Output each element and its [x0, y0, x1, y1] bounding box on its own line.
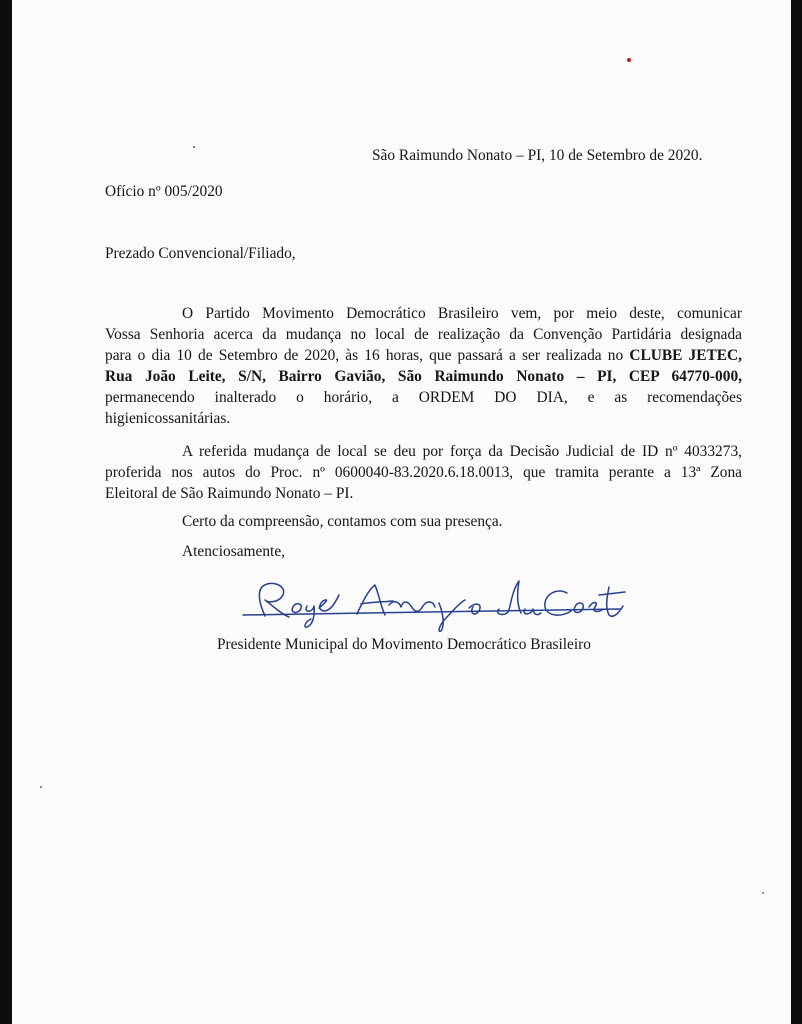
signature-caption: Presidente Municipal do Movimento Democrático Brasileiro [217, 636, 591, 653]
paragraph-1-line-6: higienicossanitárias. [105, 410, 231, 427]
paragraph-1-line-2: Vossa Senhoria acerca da mudança no local de realização da Convenção Partidária designada [105, 326, 742, 343]
paragraph-1-line-3 [105, 345, 742, 367]
paragraph-1-line-1: O Partido Movimento Democrático Brasileiro vem, por meio deste, comunicar [182, 305, 742, 322]
paragraph-1-line-5: permanecendo inalterado o horário, a ORDEM DO DIA, e as recomendações [105, 389, 742, 406]
venue-address: Rua João Leite, S/N, Bairro Gavião, São Raimundo Nonato – PI, CEP 64770-000, [105, 368, 742, 385]
closing: Atenciosamente, [182, 543, 285, 560]
place-date: São Raimundo Nonato – PI, 10 de Setembro de 2020. [372, 147, 703, 164]
paragraph-1-line-3-text: para o dia 10 de Setembro de 2020, às 16 horas, que passará a ser realizada no [105, 347, 624, 364]
scan-speck [40, 786, 42, 788]
paragraph-2-line-1: A referida mudança de local se deu por força da Decisão Judicial de ID nº 4033273, [182, 443, 742, 460]
paragraph-2-line-3: Eleitoral de São Raimundo Nonato – PI. [105, 485, 354, 502]
scan-speck [193, 146, 195, 148]
signature-image [237, 573, 627, 635]
scan-speck [627, 58, 631, 62]
letter-page [12, 0, 791, 1024]
salutation: Prezado Convencional/Filiado, [105, 245, 296, 262]
scan-speck [762, 892, 764, 894]
paragraph-1-line-4 [105, 366, 742, 388]
paragraph-2-line-2: proferida nos autos do Proc. nº 0600040-83.2020.6.18.0013, que tramita perante a 13ª Zona [105, 464, 742, 481]
letter-reference: Ofício nº 005/2020 [105, 183, 223, 200]
venue-name: CLUBE JETEC, [629, 347, 742, 364]
paragraph-3: Certo da compreensão, contamos com sua presença. [182, 513, 503, 530]
